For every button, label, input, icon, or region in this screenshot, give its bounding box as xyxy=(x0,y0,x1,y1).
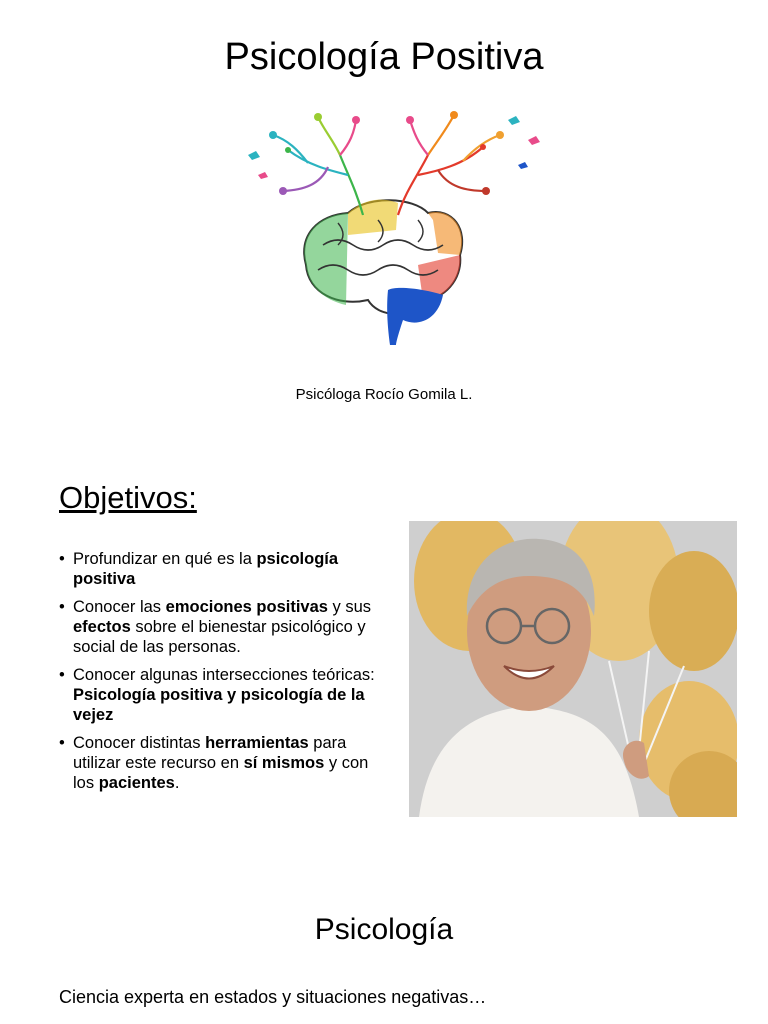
objective-item xyxy=(59,665,389,725)
objective-text: Conocer distintas xyxy=(73,734,206,752)
objective-bold-text: psicología positiva xyxy=(73,550,339,588)
objective-bold-text: pacientes xyxy=(98,774,175,792)
slide-objetivos xyxy=(0,440,768,880)
objective-text: y sus xyxy=(327,598,372,616)
objective-text: Profundizar en qué es la xyxy=(73,550,257,568)
colorful-brain-tree-illustration xyxy=(228,95,558,350)
elderly-woman-with-balloons-photo xyxy=(409,521,737,817)
psicologia-heading: Psicología xyxy=(314,913,454,946)
slide-title xyxy=(0,0,768,440)
left-tree-branches xyxy=(273,117,363,215)
psicologia-body-text: Ciencia experta en estados y situaciones negativas… xyxy=(59,987,487,1007)
objectives-list xyxy=(59,549,389,801)
brain-graphic xyxy=(304,200,462,345)
author-name: Psicóloga Rocío Gomila L. xyxy=(295,386,473,403)
objective-text: sobre el bienestar psicológico y social de las personas. xyxy=(73,618,366,656)
objective-item xyxy=(59,733,389,793)
right-tree-branches xyxy=(398,115,500,215)
objective-bold-text: herramientas xyxy=(205,734,309,752)
slide-title-heading: Psicología Positiva xyxy=(224,36,544,78)
objective-text: Conocer algunas intersecciones teóricas: xyxy=(73,666,375,684)
slide-psicologia xyxy=(0,880,768,1024)
objective-text: Conocer las xyxy=(73,598,166,616)
objetivos-heading: Objetivos: xyxy=(59,480,197,515)
objective-text: . xyxy=(174,774,180,792)
objective-bold-text: efectos xyxy=(73,618,131,636)
objective-bold-text: emociones positivas xyxy=(165,598,328,616)
objective-text: para utilizar este recurso en xyxy=(73,734,347,772)
objective-bold-text: Psicología positiva y psicología de la vejez xyxy=(73,686,365,724)
objective-text: y con los xyxy=(73,754,369,792)
objective-item xyxy=(59,597,389,657)
objective-bold-text: sí mismos xyxy=(243,754,325,772)
objective-item xyxy=(59,549,389,589)
